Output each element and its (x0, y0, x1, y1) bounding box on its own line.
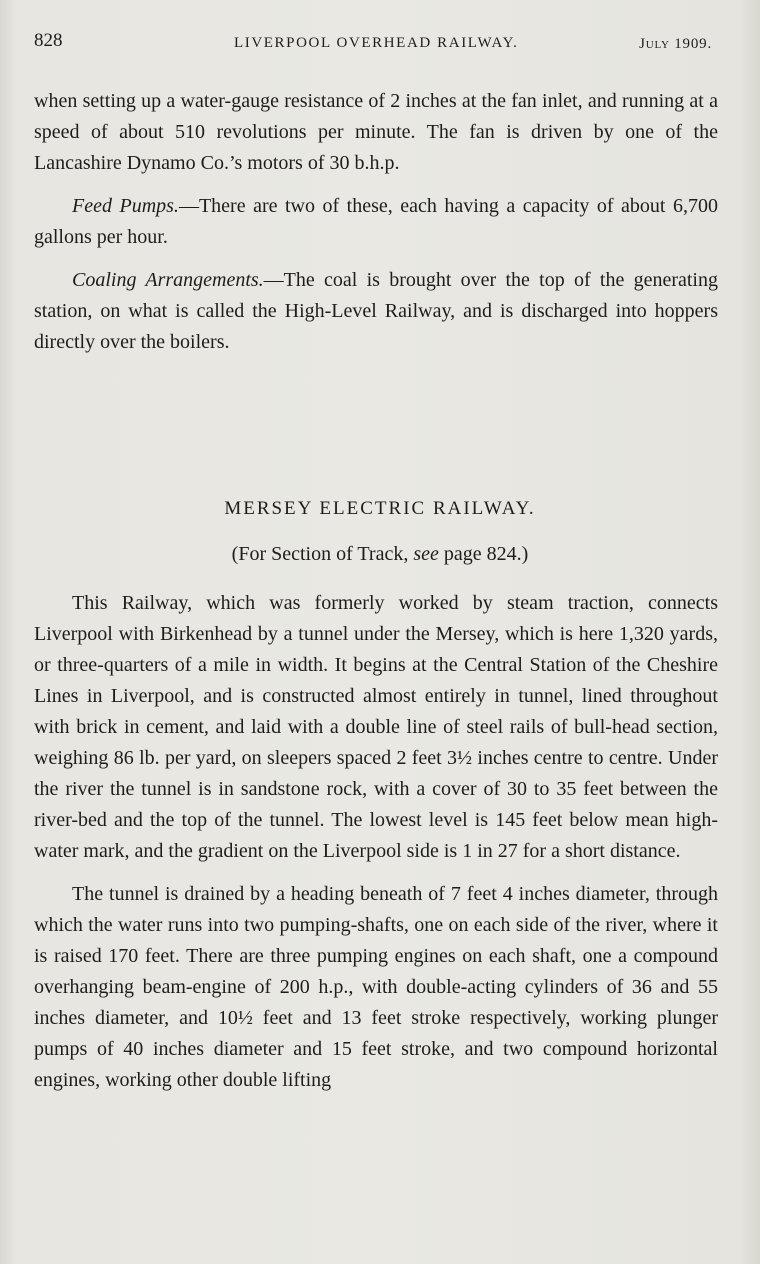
paragraph-tunnel: The tunnel is drained by a heading beneath of 7 feet 4 inches diameter, through which the water runs into two pumping-shafts, one on each side of the river, where it is raised 170 feet. There are three pumping engines on each shaft, one a compound overhanging beam-engine of 200 h.p., with double-acting cylinders of 36 and 55 inches diameter, and 10½ feet and 13 feet stroke respectively, working plunger pumps of 40 inches diameter and 15 feet stroke, and two compound horizontal engines, working other double lifting (34, 883, 718, 1091)
feed-pumps-text: —There are two of these, each having a capacity of about 6,700 gallons per hour. (34, 195, 718, 248)
paragraph-fan: when setting up a water-gauge resistance of 2 inches at the fan inlet, and running at a speed of about 510 revolutions per minute. The fan is driven by one of the Lancashire Dynamo Co.’s motors of 30 b.h.p. (34, 90, 718, 174)
continued-text (34, 86, 718, 370)
running-date: July 1909. (639, 36, 712, 52)
section-heading: MERSEY ELECTRIC RAILWAY. (224, 498, 536, 519)
running-head (34, 30, 712, 60)
feed-pumps-lead: Feed Pumps. (72, 195, 179, 217)
subheading-open: (For Section of Track, (231, 543, 409, 565)
subheading-see: see (413, 543, 439, 565)
coaling-text: —The coal is brought over the top of the generating station, on what is called the High-Level Railway, and is discharged into hoppers directly over the boilers. (34, 269, 718, 353)
section-subheading (0, 543, 760, 566)
coaling-lead: Coaling Arrangements. (72, 269, 264, 291)
running-title: LIVERPOOL OVERHEAD RAILWAY. (234, 35, 519, 51)
paragraph-railway: This Railway, which was formerly worked by steam traction, connects Liverpool with Birkenhead by a tunnel under the Mersey, which is here 1,320 yards, or three-quarters of a mile in width. It begins at the Central Station of the Cheshire Lines in Liverpool, and is constructed almost entirely in tunnel, lined throughout with brick in cement, and laid with a double line of steel rails of bull-head section, weighing 86 lb. per yard, on sleepers spaced 2 feet 3½ inches centre to centre. Under the river the tunnel is in sandstone rock, with a cover of 30 to 35 feet between the river-bed and the top of the tunnel. The lowest level is 145 feet below mean high-water mark, and the gradient on the Liverpool side is 1 in 27 for a short distance. (34, 592, 718, 862)
section-body (34, 588, 718, 1108)
page-number: 828 (34, 30, 63, 51)
subheading-close: page 824.) (443, 543, 529, 565)
paragraph-feed-pumps (34, 191, 718, 253)
paragraph-coaling (34, 265, 718, 358)
